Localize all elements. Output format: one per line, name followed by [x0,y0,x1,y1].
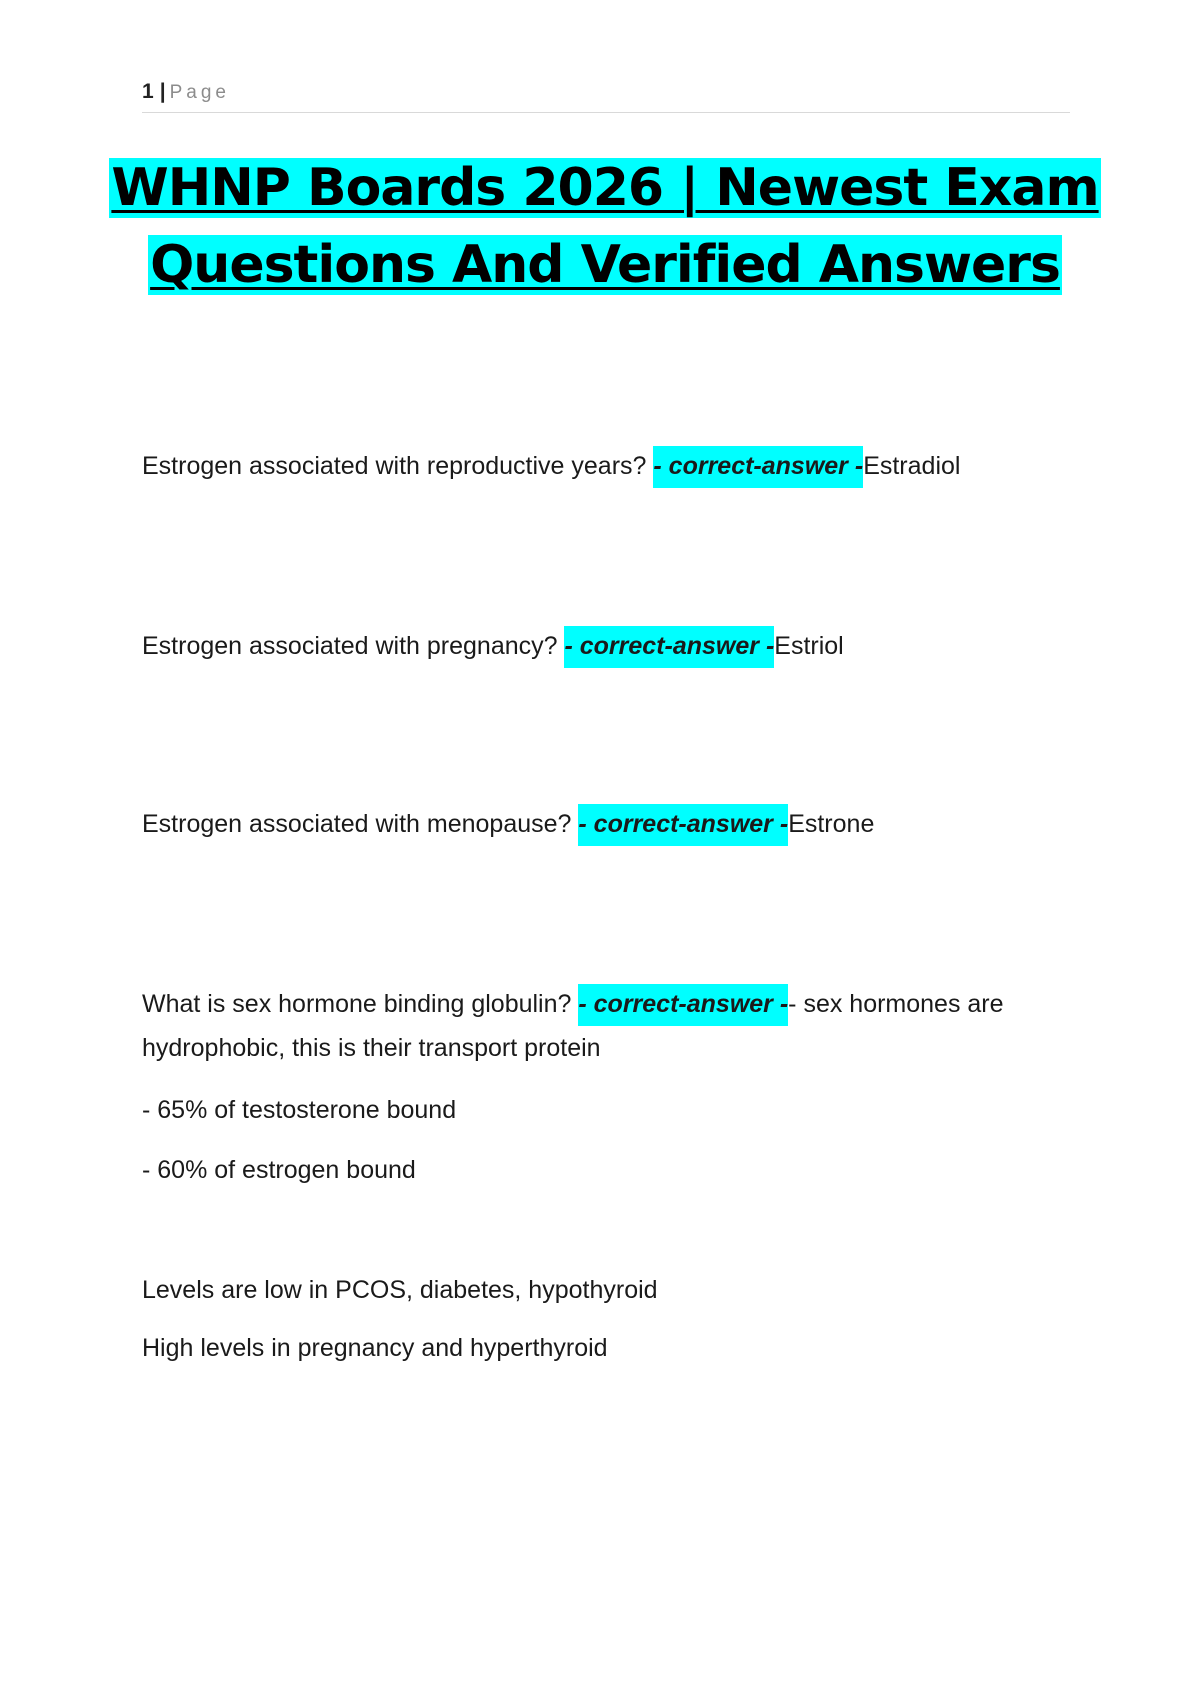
detail-bullet: - 60% of estrogen bound [142,1156,416,1184]
question-text: Estrogen associated with menopause? [142,810,579,838]
header-separator: | [159,80,166,103]
detail-bullet: - 65% of testosterone bound [142,1096,457,1124]
detail-text: Levels are low in PCOS, diabetes, hypothyroid [142,1276,658,1304]
qa-item [142,982,1072,1070]
answer-text: Estrone [788,810,875,838]
answer-text: Estriol [774,632,844,660]
detail-text: High levels in pregnancy and hyperthyroid [142,1334,608,1362]
page-number: 1 [142,80,154,103]
page-label: Page [169,82,230,103]
qa-item [142,444,1072,488]
answer-text: - sex hormones are hydrophobic, this is their transport protein [142,990,1004,1062]
question-text: Estrogen associated with pregnancy? [142,632,565,660]
answer-marker: - correct-answer - [564,626,774,668]
answer-marker: - correct-answer - [578,804,788,846]
title-line-2: Questions And Verified Answers [150,235,1060,295]
answer-text: Estradiol [863,452,961,480]
answer-marker: - correct-answer - [653,446,863,488]
question-text: What is sex hormone binding globulin? [142,990,579,1018]
qa-item [142,802,1072,846]
qa-item [142,624,1072,668]
question-text: Estrogen associated with reproductive years? [142,452,654,480]
page-header [142,80,1070,113]
answer-marker: - correct-answer - [578,984,788,1026]
title-line-1: WHNP Boards 2026 | Newest Exam [111,158,1099,218]
document-title [80,150,1130,304]
